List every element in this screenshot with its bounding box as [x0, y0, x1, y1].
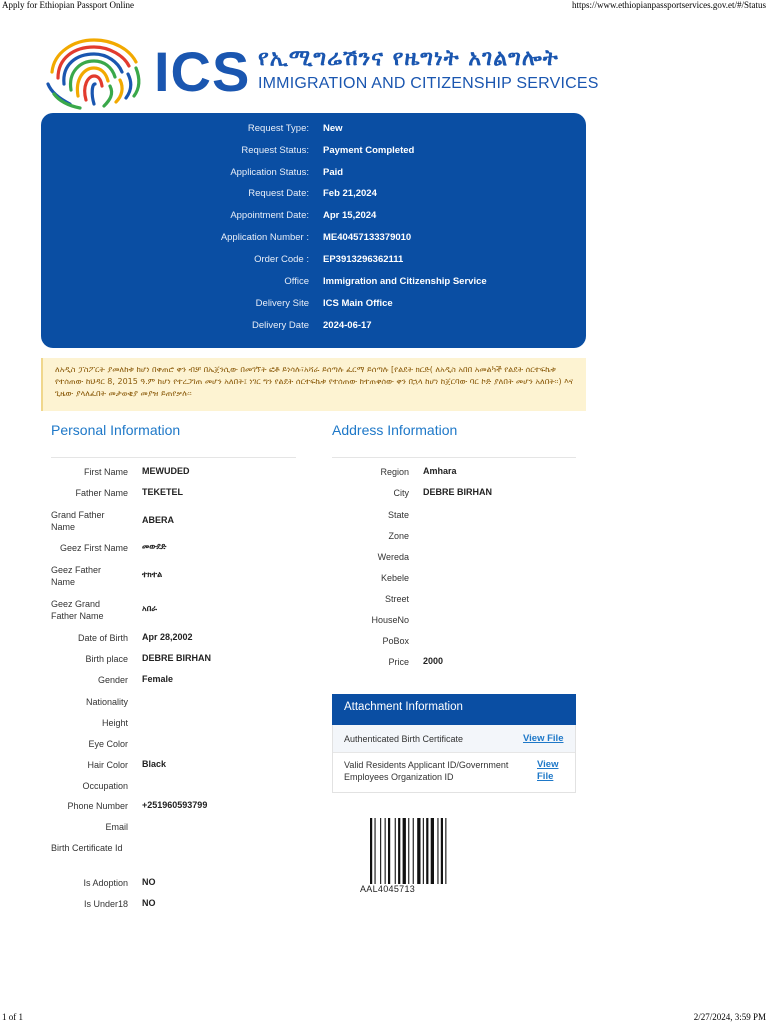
status-value: ICS Main Office [323, 298, 393, 309]
field-value: DEBRE BIRHAN [423, 487, 493, 497]
field-label: Phone Number [67, 801, 128, 811]
field-label: Nationality [85, 697, 128, 707]
field-label: Eye Color [88, 739, 128, 749]
field-label: PoBox [382, 636, 409, 646]
barcode-bar [423, 818, 424, 884]
status-label: Order Code : [254, 254, 309, 265]
barcode-bar [408, 818, 409, 884]
field-label: Email [105, 822, 128, 832]
field-label: Zone [388, 531, 409, 541]
field-value: አበራ [142, 604, 158, 613]
status-value: Immigration and Citizenship Service [323, 276, 487, 287]
status-row-order-code [41, 254, 586, 276]
status-label: Request Status: [241, 145, 309, 156]
field-label: Father Name [75, 488, 128, 498]
status-value: ME40457133379010 [323, 232, 412, 243]
status-value: Paid [323, 167, 344, 178]
status-row-application-status [41, 167, 586, 189]
status-value: Payment Completed [323, 145, 415, 156]
barcode-bar [375, 818, 376, 884]
status-label: Office [284, 276, 309, 287]
field-label: HouseNo [371, 615, 409, 625]
view-file-link[interactable]: View File [523, 733, 564, 744]
status-row-office [41, 276, 586, 298]
appointment-notice: ለአዲስ ፓስፖርት ያመለከቱ ከሆነ በቀጠሮ ቀን ብቻ በኤጀንሲው በመገኘት ፎቶ ይነሳሉ፣አሻራ ይሰጣሉ ፈርማ ይሰጣሉ [የልደት ክርድ( ለአዲስ አበበ አመልካች የልደት ሰርተፍኬቱ የተሰጠው ከህዳር 8, 2015 ዓ.ም ከሆነ የተረጋገጠ መሆን አለበት፤ ነገር ግን የልደት ሰርተፍኬቱ የተሰጠው ከተጠቀሰው ቀን በኋላ ከሆነ ከጀርባው ባር ኮድ ያለበት መሆን አለበት፡፡) እና ጊዜው ያላለፈበት መታወቂያ መያዝ ይጠየቃሉ፡፡ [41, 358, 586, 411]
print-footer-datetime: 2/27/2024, 3:59 PM [693, 1012, 766, 1022]
barcode-bar [445, 818, 446, 884]
logo-english-name: IMMIGRATION AND CITIZENSHIP SERVICES [258, 75, 599, 92]
field-value: NO [142, 877, 156, 887]
print-footer-page: 1 of 1 [2, 1012, 23, 1022]
field-value: DEBRE BIRHAN [142, 653, 212, 663]
barcode-image [370, 818, 462, 884]
status-row-appointment-date [41, 210, 586, 232]
status-value: Feb 21,2024 [323, 188, 377, 199]
attachment-row [333, 752, 575, 792]
fingerprint-map-icon [44, 34, 150, 112]
field-label: Region [380, 467, 409, 477]
field-label: Geez Grand Father Name [51, 599, 104, 621]
status-label: Delivery Date [251, 320, 309, 331]
print-header-title: Apply for Ethiopian Passport Online [2, 0, 134, 10]
field-value: Female [142, 674, 174, 684]
status-value: New [323, 123, 343, 134]
barcode-bar [388, 818, 390, 884]
field-label: Hair Color [87, 760, 128, 770]
field-label: Geez First Name [59, 543, 128, 553]
field-label: Is Adoption [83, 878, 128, 888]
field-value: Black [142, 759, 167, 769]
field-value: ABERA [142, 515, 175, 525]
print-header-url: https://www.ethiopianpassportservices.gov.et/#/Status [571, 0, 766, 10]
attachment-panel-title: Attachment Information [332, 694, 576, 725]
field-label: Occupation [82, 781, 128, 791]
request-status-card [41, 113, 586, 348]
field-value: Amhara [423, 466, 457, 476]
field-value: MEWUDED [142, 466, 190, 476]
field-value: TEKETEL [142, 487, 184, 497]
field-label: City [393, 488, 409, 498]
status-row-application-number [41, 232, 586, 254]
field-label: Birth Certificate Id [51, 843, 123, 853]
personal-info-title: Personal Information [51, 422, 181, 438]
status-row-request-type [41, 123, 586, 145]
field-label: Grand Father Name [51, 510, 105, 532]
status-row-request-date [41, 188, 586, 210]
field-value: ተክተል [142, 570, 163, 579]
status-value: Apr 15,2024 [323, 210, 377, 221]
field-label: Street [384, 594, 409, 604]
logo-acronym: ICS [154, 40, 251, 103]
address-info-title: Address Information [332, 422, 458, 438]
field-label: Price [388, 657, 409, 667]
field-label: Is Under18 [83, 899, 128, 909]
field-value: NO [142, 898, 156, 908]
attachment-name: Valid Residents Applicant ID/Government Employees Organization ID [344, 760, 509, 782]
barcode-bar [437, 818, 438, 884]
status-row-delivery-site [41, 298, 586, 320]
view-file-link[interactable]: View File [537, 759, 559, 782]
field-label: Gender [97, 675, 128, 685]
status-label: Appointment Date: [230, 210, 309, 221]
barcode-bar [380, 818, 381, 884]
status-label: Request Type: [247, 123, 309, 134]
barcode-bar [417, 818, 420, 884]
field-value: Apr 28,2002 [142, 632, 193, 642]
field-value: 2000 [423, 656, 444, 666]
barcode-bar [385, 818, 386, 884]
status-label: Request Date: [248, 188, 309, 199]
ics-logo [44, 34, 599, 112]
field-label: Geez Father Name [51, 565, 102, 587]
field-label: Kebele [380, 573, 409, 583]
barcode-bar [395, 818, 396, 884]
status-label: Application Number : [220, 232, 309, 243]
status-label: Application Status: [230, 167, 309, 178]
barcode-bar [370, 818, 372, 884]
barcode-bar [403, 818, 406, 884]
field-label: Height [101, 718, 128, 728]
field-label: State [387, 510, 409, 520]
status-value: EP3913296362111 [323, 254, 404, 265]
barcode-number: AAL4045713 [360, 884, 416, 894]
attachment-panel [332, 694, 576, 793]
attachment-row [333, 725, 575, 753]
address-info-divider [332, 457, 576, 458]
attachment-name: Authenticated Birth Certificate [344, 734, 464, 744]
status-row-request-status [41, 145, 586, 167]
barcode-bar [426, 818, 428, 884]
barcode-bar [398, 818, 400, 884]
field-label: Birth place [85, 654, 128, 664]
field-label: Date of Birth [77, 633, 128, 643]
field-label: Wereda [377, 552, 409, 562]
barcode-bar [431, 818, 434, 884]
personal-info-divider [51, 457, 296, 458]
field-label: First Name [83, 467, 128, 477]
status-value: 2024-06-17 [323, 320, 372, 331]
barcode-bar [413, 818, 414, 884]
field-value: +251960593799 [142, 800, 208, 810]
field-value: መውደድ [142, 542, 167, 551]
status-label: Delivery Site [255, 298, 309, 309]
logo-amharic-name: የኢሚግሬሽንና የዜግነት አገልግሎት [258, 46, 559, 71]
status-row-delivery-date [41, 320, 586, 342]
barcode-bar [441, 818, 443, 884]
